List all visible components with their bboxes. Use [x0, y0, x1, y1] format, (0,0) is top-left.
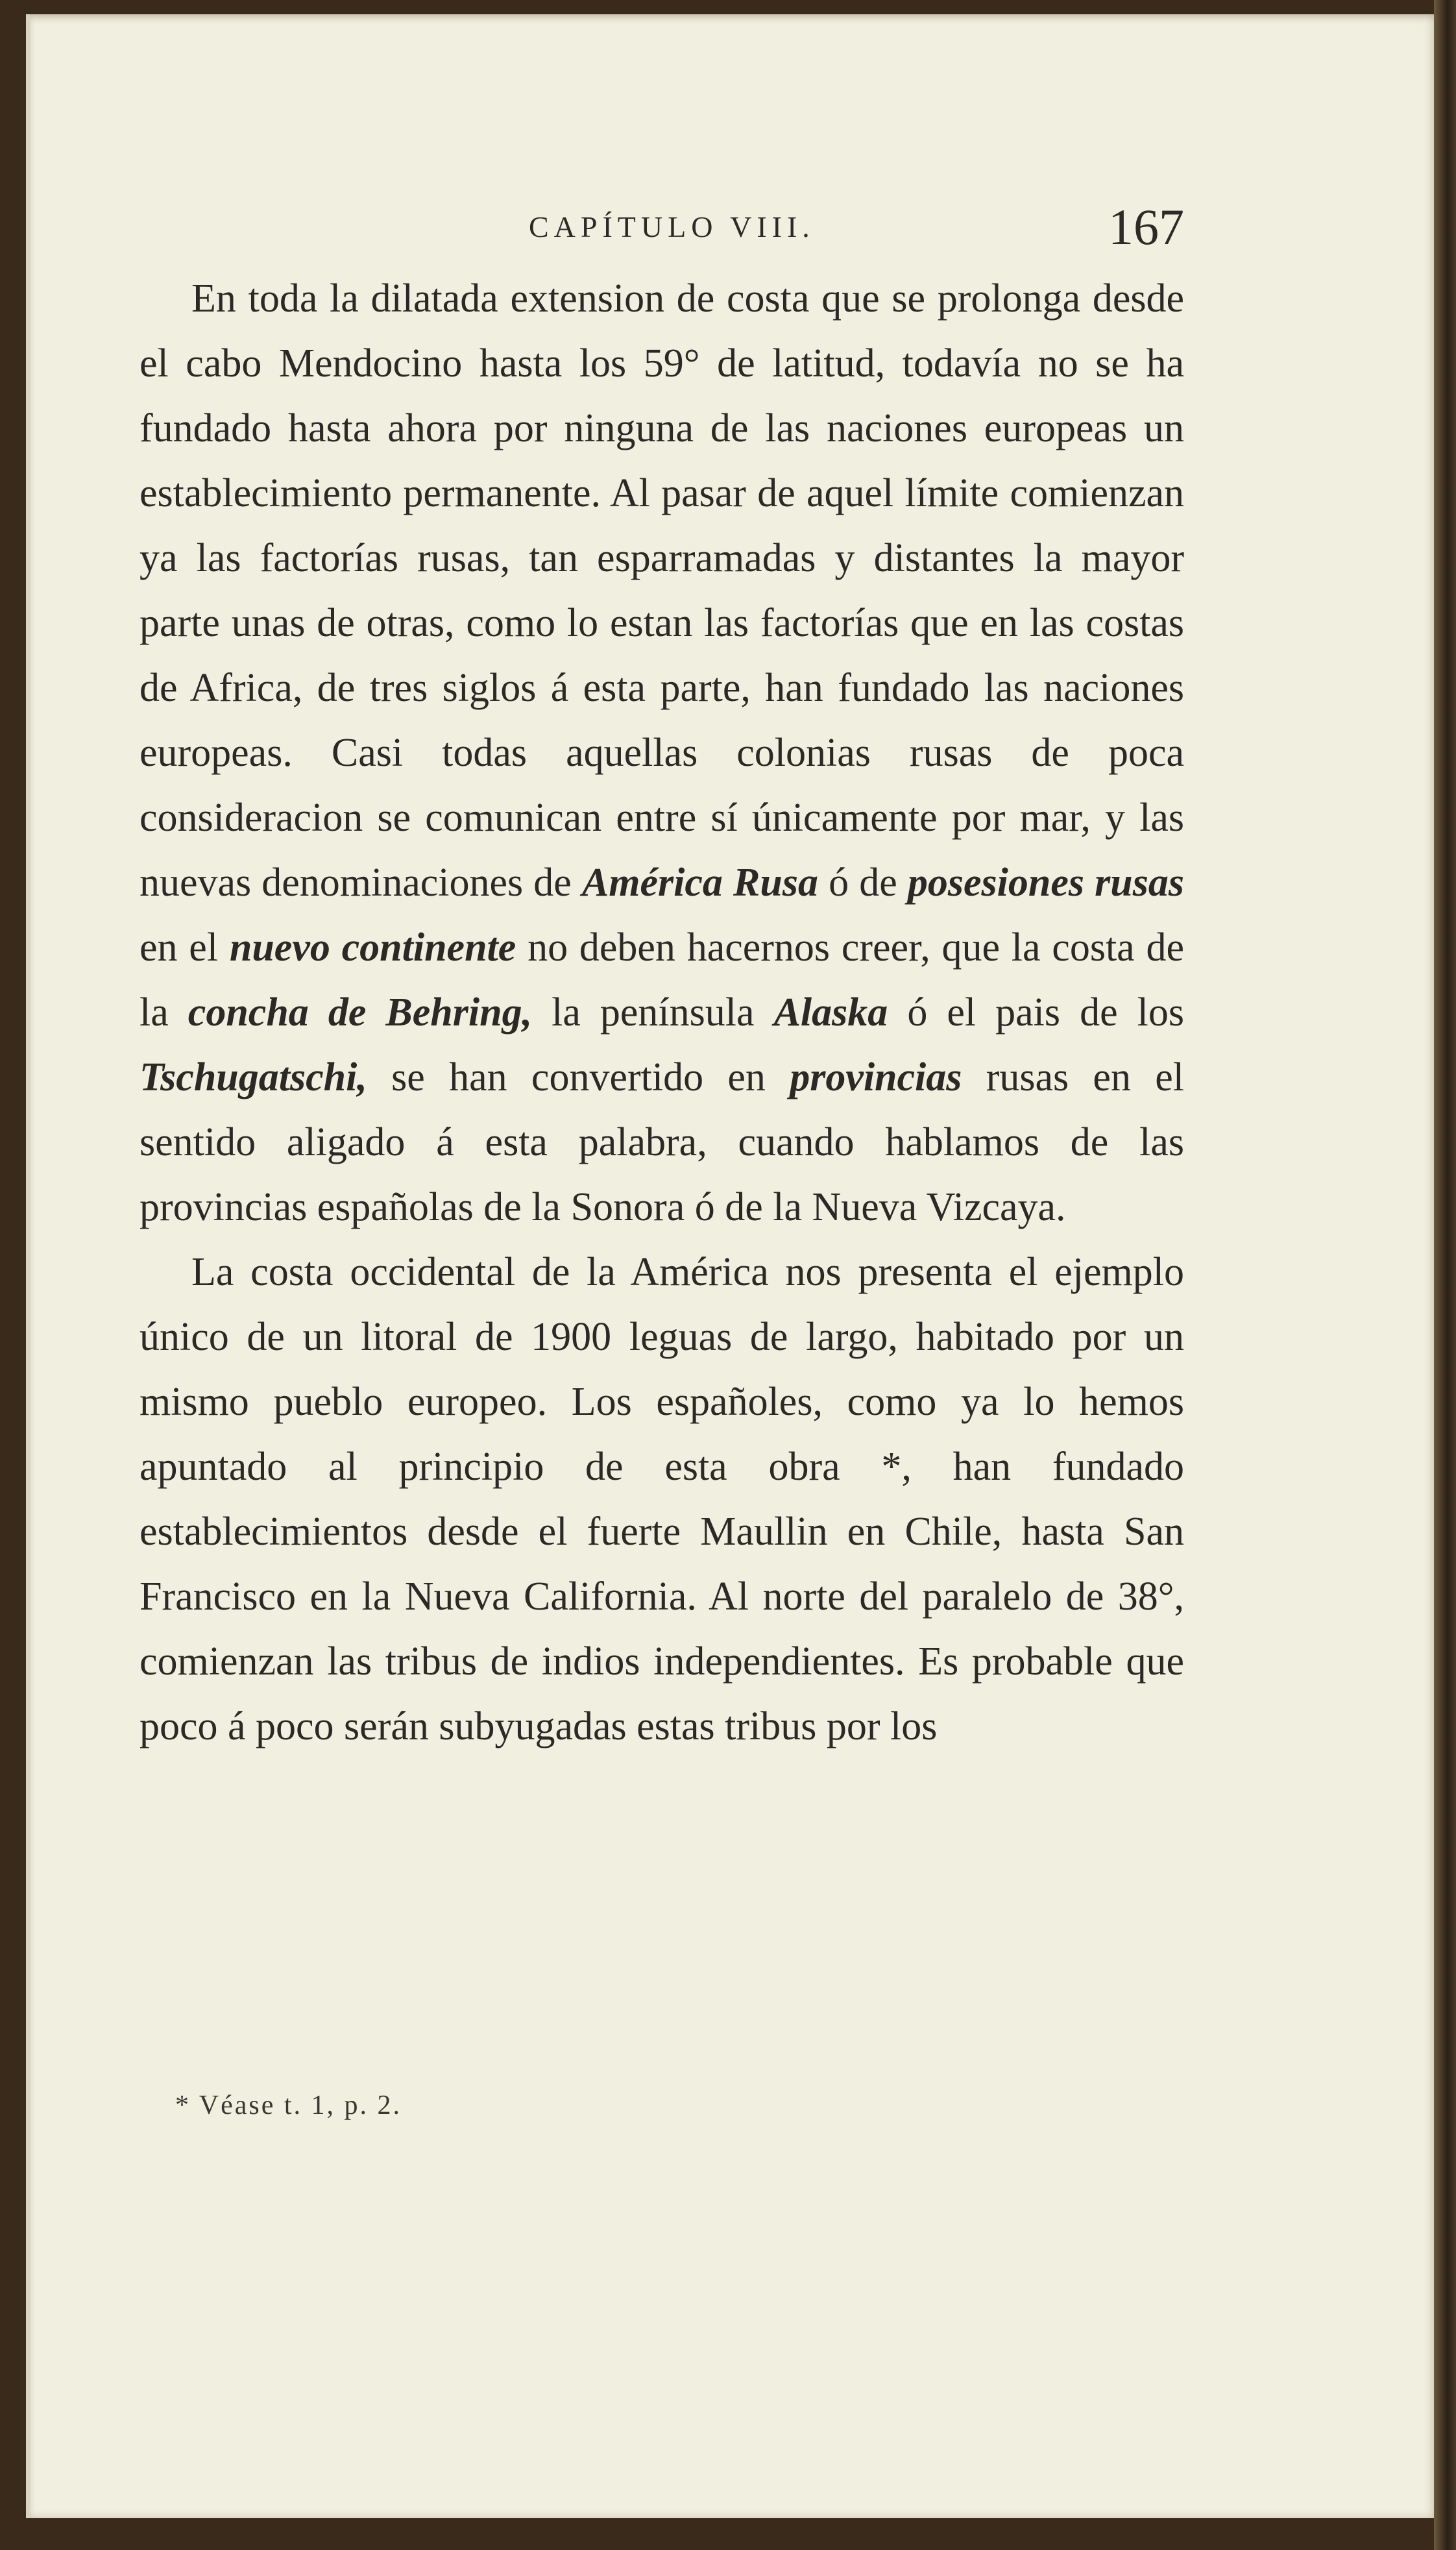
italic-term: América Rusa	[581, 861, 818, 905]
text-segment: La costa occidental de la América nos presenta el ejemplo único de un litoral de 1900 leguas de largo, habitado por un mismo pueblo europeo. Los españoles, como ya lo hemos apuntado al principio de esta obra *, han fundado establecimientos desde el fuerte Maullin en Chile, hasta San Francisco en la Nueva California. Al norte del paralelo de 38°, comienzan las tribus de indios independientes. Es probable que poco á poco serán subyugadas estas tribus por los	[140, 1250, 1184, 1748]
italic-term: nuevo continente	[229, 926, 516, 970]
italic-term: concha de Behring,	[188, 990, 533, 1035]
text-segment: En toda la dilatada extension de costa que se prolonga desde el cabo Mendocino hasta los 59° de latitud, todavía no se ha fundado hasta ahora por ninguna de las naciones europeas un establecimiento permanente. Al pasar de aquel límite comienzan ya las factorías rusas, tan esparramadas y distantes la mayor parte unas de otras, como lo estan las factorías que en las costas de Africa, de tres siglos á esta parte, han fundado las naciones europeas. Casi todas aquellas colonias rusas de poca consideracion se comunican entre sí únicamente por mar, y las nuevas denominaciones de	[140, 276, 1184, 905]
body-text	[140, 266, 1184, 1759]
page-number: 167	[1108, 199, 1184, 255]
text-segment: rusas en el sentido aligado á esta palabra, cuando hablamos de las provincias españolas de la Sonora ó de la Nueva Vizcaya.	[140, 1055, 1184, 1229]
text-segment: ó de	[818, 861, 908, 905]
italic-term: Tschugatschi,	[140, 1055, 367, 1099]
text-segment: no deben hacernos creer, que la costa de la	[140, 926, 1185, 1035]
text-segment: la península	[532, 990, 774, 1035]
text-segment: ó el pais de los	[888, 990, 1184, 1035]
paragraph-2	[140, 1240, 1184, 1759]
footnote: * Véase t. 1, p. 2.	[175, 2090, 402, 2120]
italic-term: Alaska	[773, 990, 888, 1035]
text-segment: se han convertido en	[367, 1055, 790, 1099]
italic-term: posesiones rusas	[907, 861, 1185, 905]
book-spine-edge	[1434, 0, 1456, 2550]
chapter-heading: CAPÍTULO VIII.	[529, 210, 815, 243]
text-segment: en el	[140, 926, 230, 970]
paragraph-1	[140, 266, 1184, 1240]
running-head	[140, 198, 1184, 255]
italic-term: provincias	[790, 1055, 962, 1099]
